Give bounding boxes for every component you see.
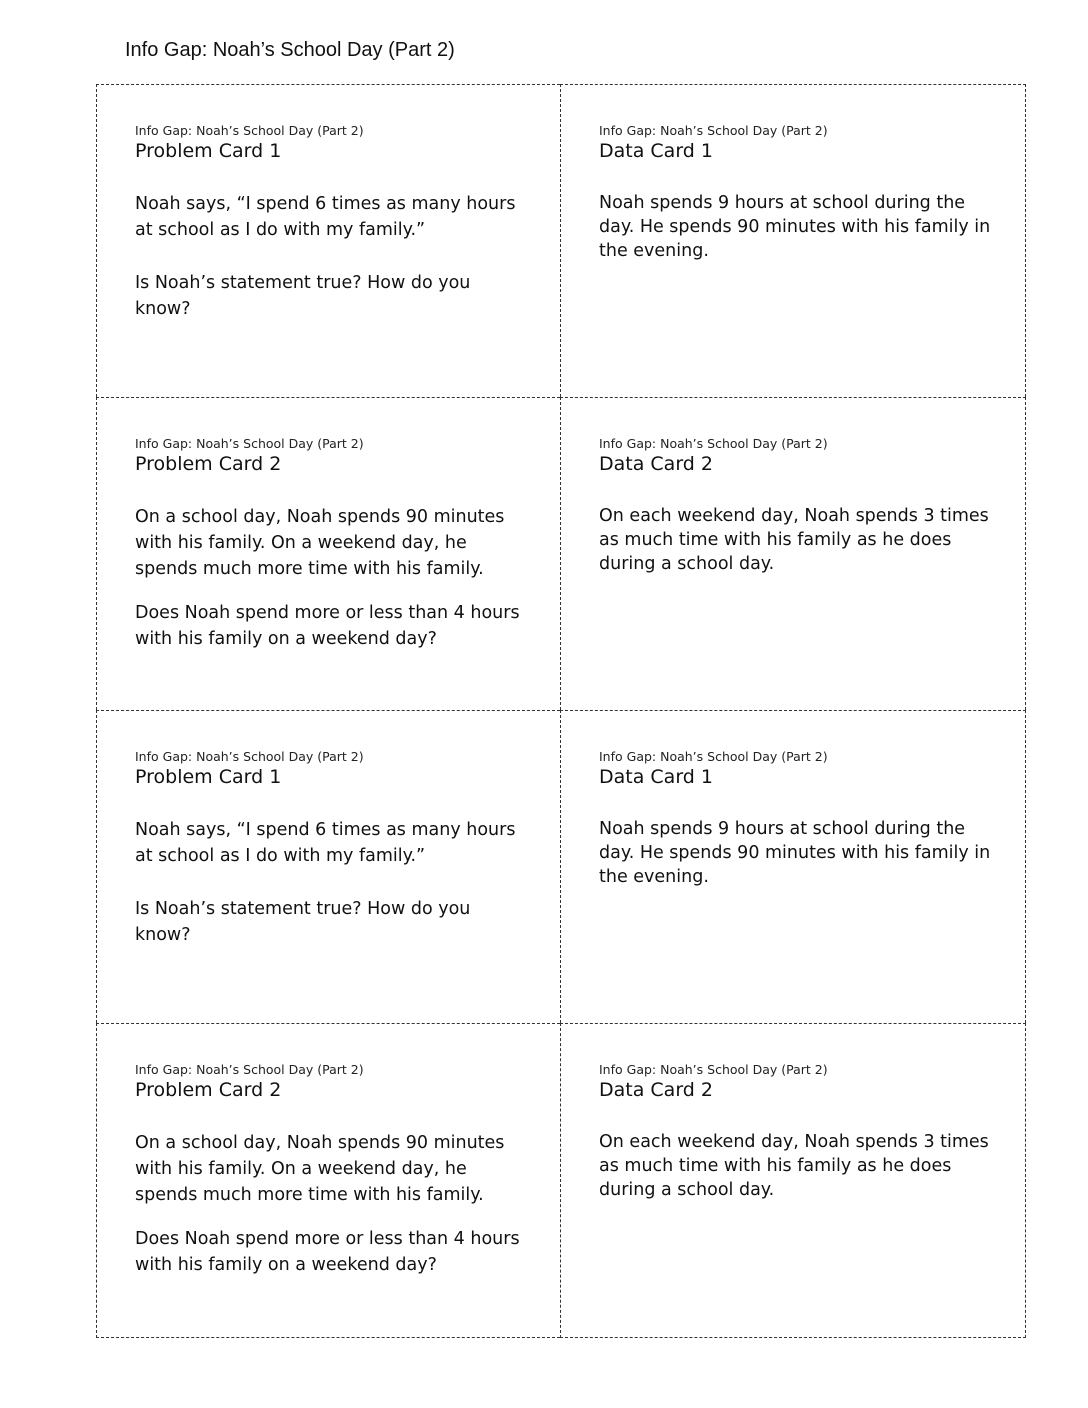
data-card-1 — [560, 710, 1026, 1023]
problem-card-2 — [96, 397, 560, 710]
card-header: Info Gap: Noah’s School Day (Part 2) — [599, 123, 828, 138]
card-title: Problem Card 2 — [135, 1079, 282, 1101]
card-paragraph: Does Noah spend more or less than 4 hours with his family on a weekend day? — [135, 1229, 520, 1275]
card-header: Info Gap: Noah’s School Day (Part 2) — [599, 749, 828, 764]
card-paragraph: Is Noah’s statement true? How do you know? — [135, 273, 471, 319]
card-header: Info Gap: Noah’s School Day (Part 2) — [135, 436, 364, 451]
card-paragraph: Noah spends 9 hours at school during the day. He spends 90 minutes with his family in the evening. — [599, 819, 991, 887]
card-grid — [96, 84, 1026, 1339]
card-paragraph: Noah spends 9 hours at school during the day. He spends 90 minutes with his family in the evening. — [599, 193, 991, 261]
card-header: Info Gap: Noah’s School Day (Part 2) — [599, 1062, 828, 1077]
card-paragraph: Is Noah’s statement true? How do you know? — [135, 899, 471, 945]
card-title: Problem Card 1 — [135, 766, 282, 788]
card-header: Info Gap: Noah’s School Day (Part 2) — [135, 123, 364, 138]
card-paragraph: Does Noah spend more or less than 4 hours with his family on a weekend day? — [135, 603, 520, 649]
card-paragraph: On a school day, Noah spends 90 minutes with his family. On a weekend day, he spends much more time with his family. — [135, 1133, 505, 1205]
page-title: Info Gap: Noah’s School Day (Part 2) — [125, 39, 455, 61]
card-title: Data Card 1 — [599, 140, 713, 162]
card-title: Problem Card 2 — [135, 453, 282, 475]
data-card-1 — [560, 84, 1026, 397]
card-header: Info Gap: Noah’s School Day (Part 2) — [135, 749, 364, 764]
card-paragraph: On each weekend day, Noah spends 3 times as much time with his family as he does during a school day. — [599, 506, 989, 574]
card-title: Problem Card 1 — [135, 140, 282, 162]
card-header: Info Gap: Noah’s School Day (Part 2) — [599, 436, 828, 451]
problem-card-1 — [96, 84, 560, 397]
card-paragraph: Noah says, “I spend 6 times as many hours at school as I do with my family.” — [135, 820, 516, 866]
problem-card-1 — [96, 710, 560, 1023]
card-paragraph: On a school day, Noah spends 90 minutes with his family. On a weekend day, he spends much more time with his family. — [135, 507, 505, 579]
card-title: Data Card 2 — [599, 453, 713, 475]
card-paragraph: Noah says, “I spend 6 times as many hours at school as I do with my family.” — [135, 194, 516, 240]
card-header: Info Gap: Noah’s School Day (Part 2) — [135, 1062, 364, 1077]
data-card-2 — [560, 1023, 1026, 1338]
card-title: Data Card 1 — [599, 766, 713, 788]
problem-card-2 — [96, 1023, 560, 1338]
card-title: Data Card 2 — [599, 1079, 713, 1101]
card-paragraph: On each weekend day, Noah spends 3 times as much time with his family as he does during a school day. — [599, 1132, 989, 1200]
data-card-2 — [560, 397, 1026, 710]
